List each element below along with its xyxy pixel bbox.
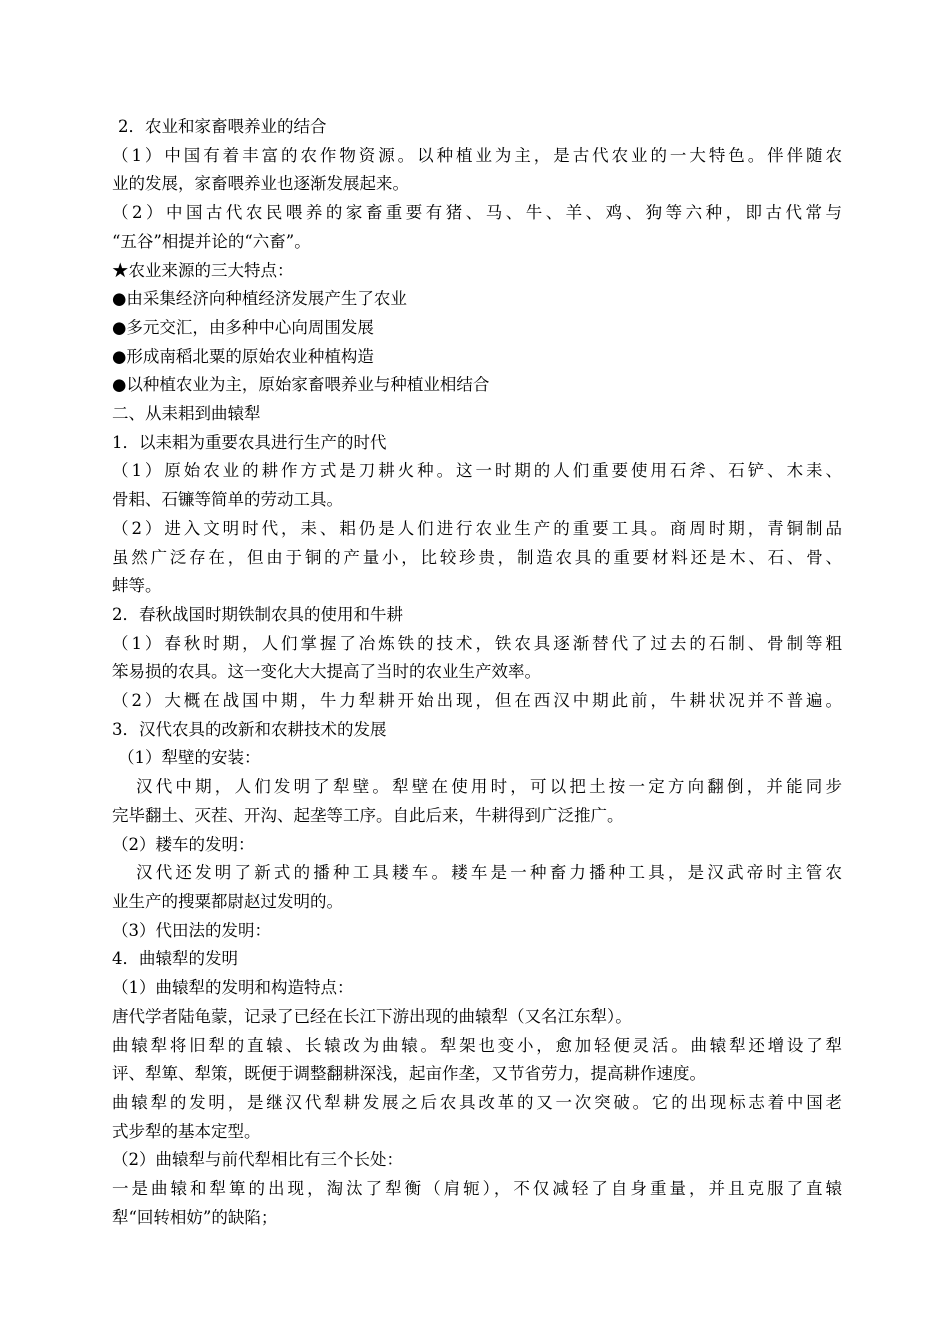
text-line: 3．汉代农具的改新和农耕技术的发展: [112, 719, 387, 739]
document-page: [112, 113, 842, 1232]
text-line: 蚌等。: [112, 576, 162, 596]
text-line: （2）曲辕犁与前代犁相比有三个长处：: [112, 1150, 403, 1170]
text-line: （2）进入文明时代，耒、耜仍是人们进行农业生产的重要工具。商周时期，青铜制品: [112, 518, 842, 538]
text-line: 业的发展，家畜喂养业也逐渐发展起来。: [112, 174, 409, 194]
text-line: 业生产的搜粟都尉赵过发明的。: [112, 891, 343, 911]
text-line: 2．春秋战国时期铁制农具的使用和牛耕: [112, 604, 403, 624]
text-line: ●多元交汇，由多种中心向周围发展: [112, 317, 374, 337]
text-line: （3）代田法的发明：: [112, 920, 271, 940]
text-line: 一是曲辕和犁箄的出现，淘汰了犁衡（肩轭），不仅减轻了自身重量，并且克服了直辕: [112, 1179, 842, 1199]
text-line: （1）中国有着丰富的农作物资源。以种植业为主，是古代农业的一大特色。伴伴随农: [112, 145, 842, 165]
text-line: （1）曲辕犁的发明和构造特点：: [112, 978, 354, 998]
text-line: 笨易损的农具。这一变化大大提高了当时的农业生产效率。: [112, 662, 541, 682]
text-line: 二、从耒耜到曲辕犁: [112, 404, 261, 424]
text-line: 评、犁箄、犁策，既便于调整翻耕深浅，起亩作垄，又节省劳力，提高耕作速度。: [112, 1064, 706, 1084]
text-line: （2）大概在战国中期，牛力犁耕开始出现，但在西汉中期此前，牛耕状况并不普遍。: [112, 691, 842, 711]
text-line: 式步犁的基本定型。: [112, 1121, 261, 1141]
text-line: 曲辕犁将旧犁的直辕、长辕改为曲辕。犁架也变小，愈加轻便灵活。曲辕犁还增设了犁: [112, 1035, 842, 1055]
text-line: 虽然广泛存在，但由于铜的产量小，比较珍贵，制造农具的重要材料还是木、石、骨、: [112, 547, 842, 567]
text-line: ★农业来源的三大特点：: [112, 260, 294, 280]
text-line: 唐代学者陆龟蒙，记录了已经在长江下游出现的曲辕犁（又名江东犁）。: [112, 1006, 632, 1026]
text-line: （2）耧车的发明：: [112, 834, 255, 854]
text-line: 4．曲辕犁的发明: [112, 949, 238, 969]
text-line: 曲辕犁的发明，是继汉代犁耕发展之后农具改革的又一次突破。它的出现标志着中国老: [112, 1092, 842, 1112]
text-line: 完毕翻土、灭茬、开沟、起垄等工序。自此后来，牛耕得到广泛推广。: [112, 805, 624, 825]
text-line: （1）犁壁的安装：: [118, 748, 261, 768]
text-line: （1）原始农业的耕作方式是刀耕火种。这一时期的人们重要使用石斧、石铲、木耒、: [112, 461, 842, 481]
text-line: 1．以耒耜为重要农具进行生产的时代: [112, 432, 387, 452]
text-line: 骨耜、石镰等简单的劳动工具。: [112, 490, 343, 510]
text-line: ●以种植农业为主，原始家畜喂养业与种植业相结合: [112, 375, 490, 395]
text-line: “五谷”相提并论的“六畜”。: [112, 231, 311, 251]
text-line: （2）中国古代农民喂养的家畜重要有猪、马、牛、羊、鸡、狗等六种，即古代常与: [112, 203, 842, 223]
text-line: 犁“回转相妨”的缺陷；: [112, 1207, 278, 1227]
text-line: 汉代中期，人们发明了犁壁。犁壁在使用时，可以把土按一定方向翻倒，并能同步: [136, 777, 842, 797]
text-line: 汉代还发明了新式的播种工具耧车。耧车是一种畜力播种工具，是汉武帝时主管农: [136, 863, 842, 883]
text-line: 2．农业和家畜喂养业的结合: [118, 117, 327, 136]
text-line: （1）春秋时期，人们掌握了冶炼铁的技术，铁农具逐渐替代了过去的石制、骨制等粗: [112, 633, 842, 653]
text-line: ●形成南稻北粟的原始农业种植构造: [112, 346, 374, 366]
text-line: ●由采集经济向种植经济发展产生了农业: [112, 289, 407, 309]
